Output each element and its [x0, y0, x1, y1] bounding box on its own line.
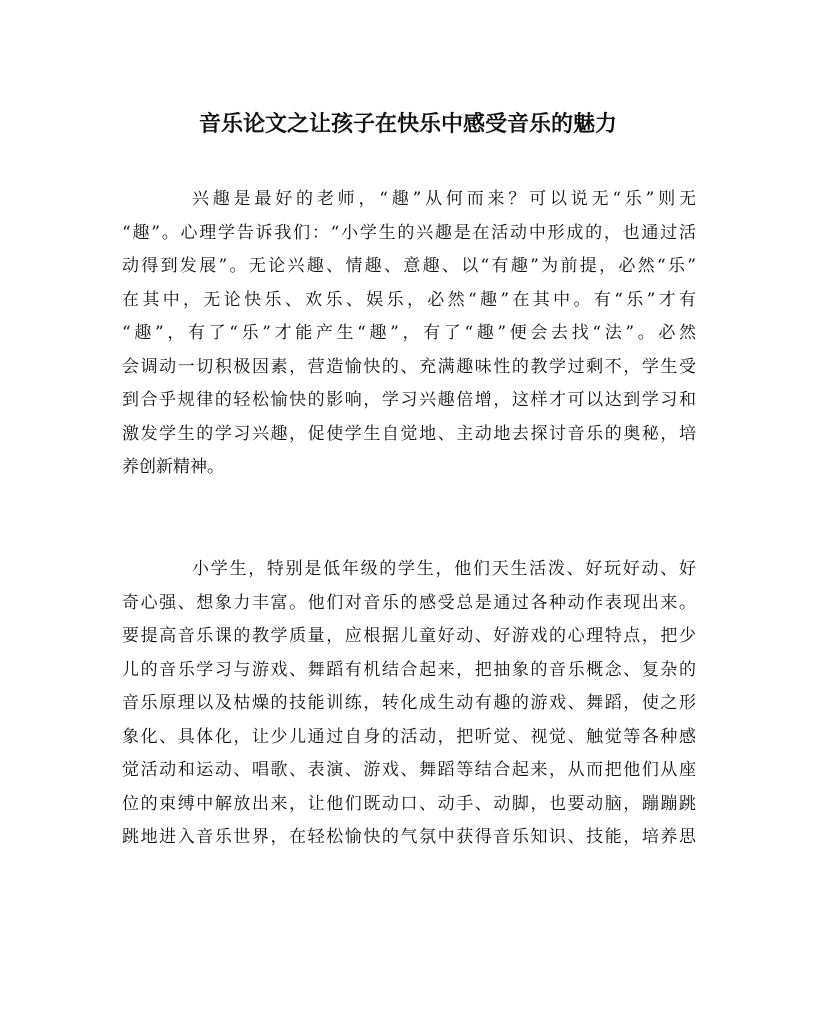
paragraph-line: “趣”。心理学告诉我们：“小学生的兴趣是在活动中形成的，也通过活	[122, 222, 696, 243]
page-title: 音乐论文之让孩子在快乐中感受音乐的魅力	[198, 111, 617, 137]
paragraph-line: “趣”，有了“乐”才能产生“趣”，有了“趣”便会去找“法”。必然	[122, 323, 696, 343]
paragraph-line: 要提高音乐课的教学质量，应根据儿童好动、好游戏的心理特点，把少	[122, 626, 696, 646]
paragraph-line: 音乐原理以及枯燥的技能训练，转化成生动有趣的游戏、舞蹈，使之形	[122, 693, 696, 713]
paragraph-line: 兴趣是最好的老师，“趣”从何而来？可以说无“乐”则无	[192, 189, 696, 209]
paragraph-line: 跳地进入音乐世界，在轻松愉快的气氛中获得音乐知识、技能，培养思	[122, 827, 696, 847]
paragraph-line: 奇心强、想象力丰富。他们对音乐的感受总是通过各种动作表现出来。	[122, 592, 696, 613]
paragraph-line: 象化、具体化，让少儿通过自身的活动，把听觉、视觉、触觉等各种感	[122, 726, 696, 747]
paragraph-2	[122, 553, 696, 855]
paragraph-1	[122, 183, 696, 485]
paragraph-line: 激发学生的学习兴趣，促使学生自觉地、主动地去探讨音乐的奥秘，培	[122, 423, 696, 444]
paragraph-line: 到合乎规律的轻松愉快的影响，学习兴趣倍增，这样才可以达到学习和	[122, 390, 696, 410]
paragraph-line: 小学生，特别是低年级的学生，他们天生活泼、好玩好动、好	[192, 559, 696, 579]
paragraph-line: 在其中，无论快乐、欢乐、娱乐，必然“趣”在其中。有“乐”才有	[122, 289, 696, 310]
paragraph-line: 会调动一切积极因素，营造愉快的、充满趣味性的教学过剩不，学生受	[122, 356, 696, 377]
paragraph-line: 儿的音乐学习与游戏、舞蹈有机结合起来，把抽象的音乐概念、复杂的	[122, 659, 696, 680]
paragraph-line: 觉活动和运动、唱歌、表演、游戏、舞蹈等结合起来，从而把他们从座	[122, 760, 696, 780]
paragraph-line: 位的束缚中解放出来，让他们既动口、动手、动脚，也要动脑，蹦蹦跳	[122, 793, 696, 814]
paragraph-line: 动得到发展”。无论兴趣、情趣、意趣、以“有趣”为前提，必然“乐”	[122, 256, 696, 276]
paragraph-line: 养创新精神。	[122, 457, 224, 477]
